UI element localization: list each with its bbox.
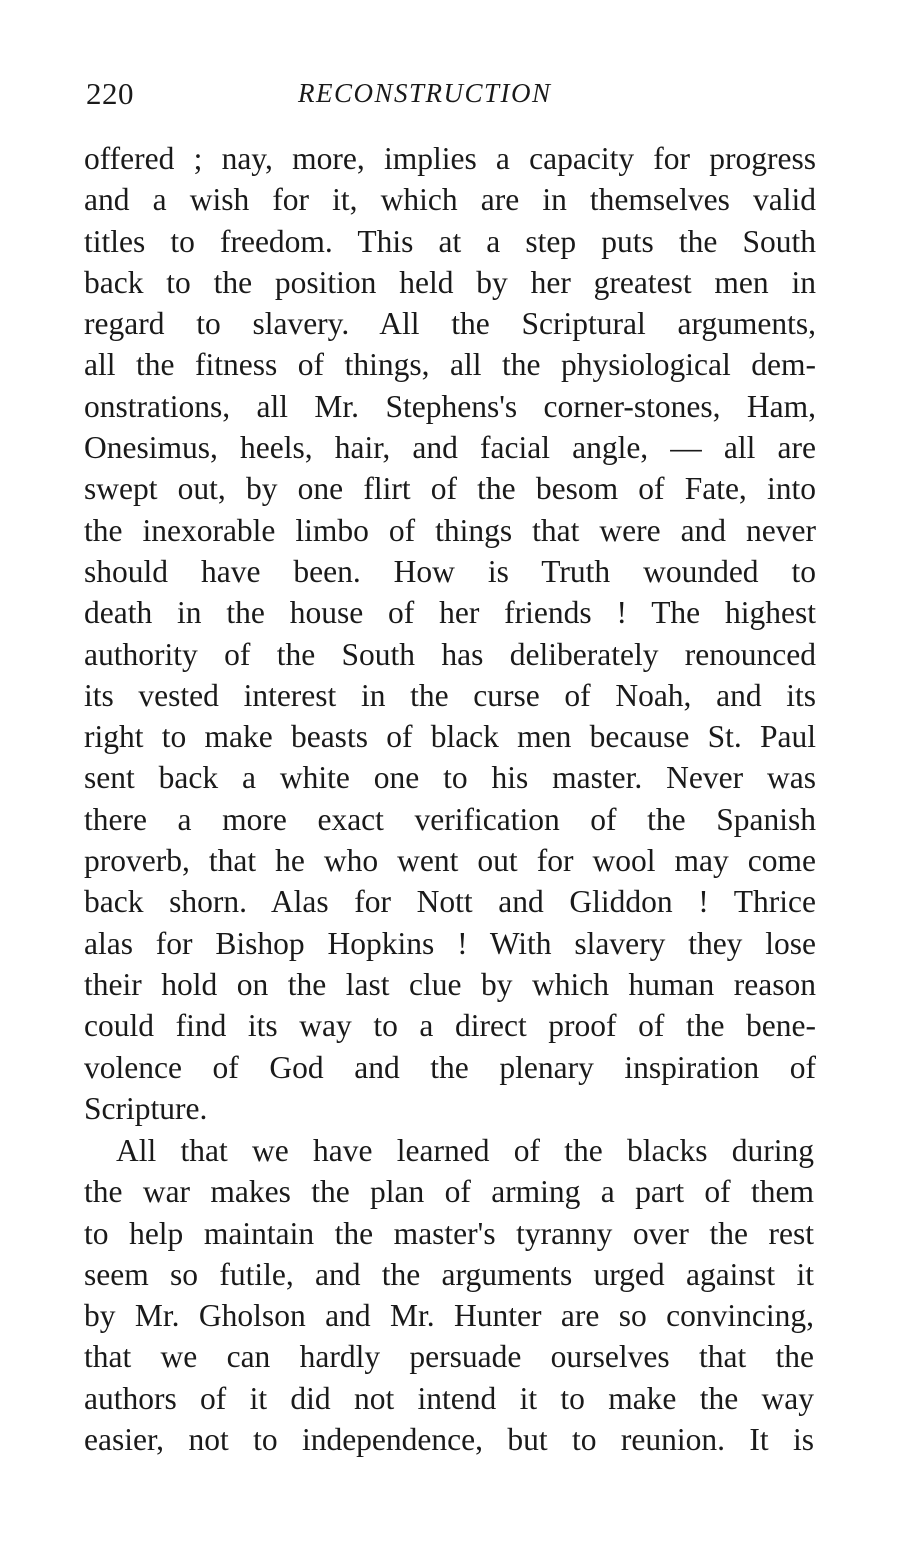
text-line: seem so futile, and the arguments urged against it [84, 1256, 814, 1292]
paragraph-1 [84, 138, 816, 1129]
text-line: that we can hardly persuade ourselves that the [84, 1339, 814, 1375]
text-line: proverb, that he who went out for wool may come [84, 843, 816, 879]
text-line: Onesimus, heels, hair, and facial angle, — all are [84, 430, 816, 466]
text-line: the inexorable limbo of things that were and never [84, 512, 816, 548]
text-line: Scripture. [84, 1090, 208, 1126]
paragraph-2 [84, 1130, 814, 1460]
text-line: sent back a white one to his master. Never was [84, 760, 816, 796]
text-line: to help maintain the master's tyranny over the rest [84, 1215, 814, 1251]
text-line: volence of God and the plenary inspiration of [84, 1049, 816, 1085]
text-line: right to make beasts of black men because St. Paul [84, 719, 816, 755]
text-line: by Mr. Gholson and Mr. Hunter are so convincing, [84, 1298, 814, 1334]
text-line: regard to slavery. All the Scriptural arguments, [84, 306, 816, 342]
text-line: there a more exact verification of the Spanish [84, 801, 816, 837]
text-line: swept out, by one flirt of the besom of Fate, into [84, 471, 816, 507]
text-line: offered ; nay, more, implies a capacity for progress [84, 141, 816, 176]
text-line: the war makes the plan of arming a part of them [84, 1174, 814, 1210]
running-head [86, 76, 816, 116]
running-title: RECONSTRUCTION [298, 78, 552, 108]
text-line: onstrations, all Mr. Stephens's corner-stones, Ham, [84, 388, 816, 424]
text-line: should have been. How is Truth wounded to [84, 553, 816, 589]
text-line: death in the house of her friends ! The highest [84, 595, 816, 631]
text-line: back to the position held by her greatest men in [84, 264, 816, 300]
text-line: its vested interest in the curse of Noah, and its [84, 677, 816, 713]
text-line: all the fitness of things, all the physiological dem- [84, 347, 816, 383]
page-number: 220 [86, 76, 134, 111]
text-line: authority of the South has deliberately renounced [84, 636, 816, 672]
text-line: back shorn. Alas for Nott and Gliddon ! Thrice [84, 884, 816, 920]
text-line: easier, not to independence, but to reunion. It is [84, 1422, 814, 1458]
text-line: authors of it did not intend it to make the way [84, 1380, 814, 1416]
text-line: their hold on the last clue by which human reason [84, 966, 816, 1002]
text-line: and a wish for it, which are in themselves valid [84, 182, 816, 218]
text-line: alas for Bishop Hopkins ! With slavery they lose [84, 925, 816, 961]
text-line: could find its way to a direct proof of the bene- [84, 1008, 816, 1044]
text-line: titles to freedom. This at a step puts the South [84, 223, 816, 259]
text-line: All that we have learned of the blacks during [116, 1133, 814, 1168]
